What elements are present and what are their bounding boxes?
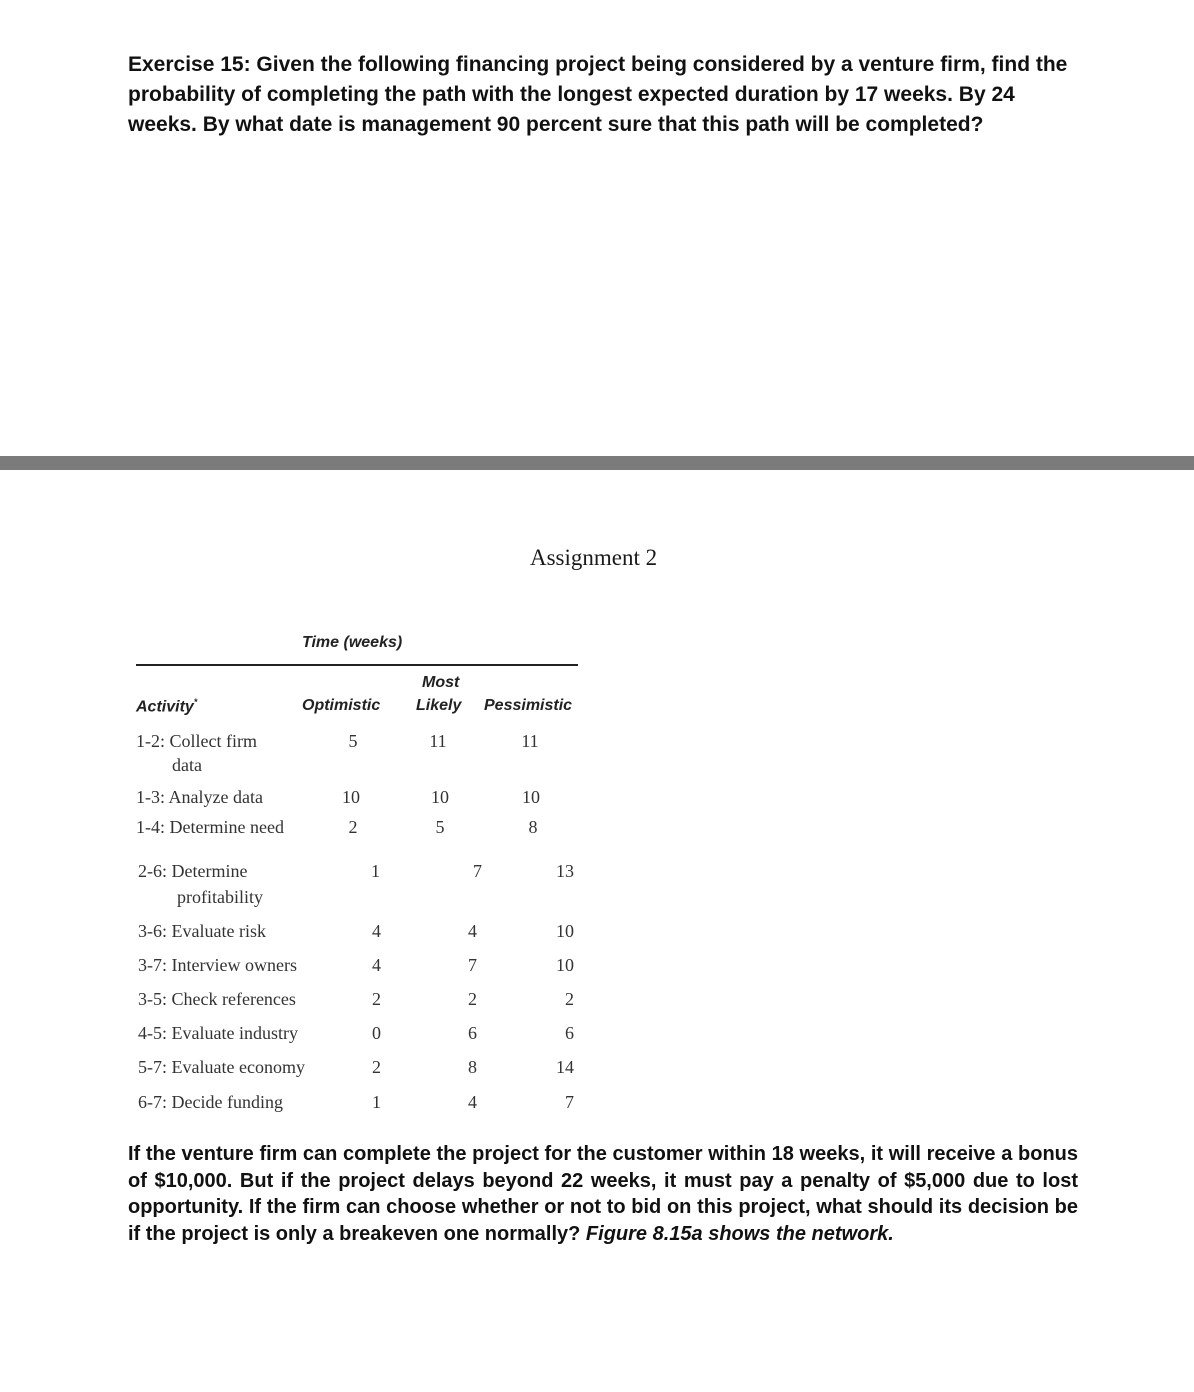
row-likely: 7: [473, 861, 482, 881]
row-likely: 2: [468, 989, 477, 1009]
header-most: Most: [422, 674, 460, 691]
row-activity: 6-7: Decide funding: [138, 1092, 283, 1112]
row-optimistic: 4: [372, 955, 381, 975]
row-activity: 5-7: Evaluate economy: [138, 1057, 305, 1077]
row-likely: 4: [468, 921, 477, 941]
row-activity-continued: data: [172, 755, 202, 775]
row-optimistic: 2: [372, 1057, 381, 1077]
header-pessimistic: Pessimistic: [484, 697, 573, 714]
row-optimistic: 5: [348, 731, 358, 751]
row-activity: 3-7: Interview owners: [138, 955, 297, 975]
row-pessimistic: 11: [521, 731, 539, 751]
row-activity: 1-2: Collect firm: [136, 731, 257, 751]
row-likely: 5: [435, 817, 445, 837]
row-pessimistic: 14: [556, 1057, 574, 1077]
row-optimistic: 4: [372, 921, 381, 941]
row-activity: 3-5: Check references: [138, 989, 296, 1009]
row-activity: 1-4: Determine need: [136, 817, 284, 837]
row-pessimistic: 8: [528, 817, 538, 837]
row-activity-continued: profitability: [177, 887, 263, 907]
row-activity: 2-6: Determine: [138, 861, 248, 881]
row-likely: 11: [429, 731, 447, 751]
row-optimistic: 2: [372, 989, 381, 1009]
exercise-text: Exercise 15: Given the following financing project being considered by a venture firm, find the probability of completing the path with the longest expected duration by 17 weeks. By 24 weeks. By what date is management 90 percent sure that this path will be completed?: [128, 53, 1068, 136]
row-likely: 6: [468, 1023, 477, 1043]
page-divider: [0, 456, 1194, 470]
row-likely: 10: [431, 787, 449, 807]
assignment-title: Assignment 2: [530, 545, 658, 570]
header-likely: Likely: [416, 697, 462, 714]
row-pessimistic: 10: [522, 787, 540, 807]
row-likely: 7: [468, 955, 477, 975]
row-optimistic: 10: [342, 787, 360, 807]
question-text: [128, 1141, 1078, 1247]
row-optimistic: 0: [372, 1023, 381, 1043]
row-optimistic: 1: [371, 861, 380, 881]
question-body: If the venture firm can complete the project for the customer within 18 weeks, it will receive a bonus of $10,000. But if the project delays beyond 22 weeks, it must pay a penalty of $5,000 due to lost opportunity. If the firm can choose whether or not to bid on this project, what should its decision be if the project is only a breakeven one normally?: [128, 1143, 1078, 1245]
row-activity: 4-5: Evaluate industry: [138, 1023, 298, 1043]
figure-reference: Figure 8.15a shows the network.: [585, 1222, 894, 1245]
row-pessimistic: 7: [565, 1092, 574, 1112]
row-likely: 8: [468, 1057, 477, 1077]
row-optimistic: 2: [348, 817, 358, 837]
header-optimistic: Optimistic: [302, 697, 381, 714]
row-pessimistic: 10: [556, 955, 574, 975]
row-optimistic: 1: [372, 1092, 381, 1112]
row-activity: 3-6: Evaluate risk: [138, 921, 266, 941]
header-activity: Activity*: [136, 697, 198, 716]
time-weeks-label: Time (weeks): [302, 634, 403, 651]
table-top-rule: [136, 664, 578, 666]
row-pessimistic: 10: [556, 921, 574, 941]
row-pessimistic: 6: [565, 1023, 574, 1043]
row-likely: 4: [468, 1092, 477, 1112]
row-pessimistic: 2: [565, 989, 574, 1009]
row-activity: 1-3: Analyze data: [136, 787, 263, 807]
row-pessimistic: 13: [556, 861, 574, 881]
